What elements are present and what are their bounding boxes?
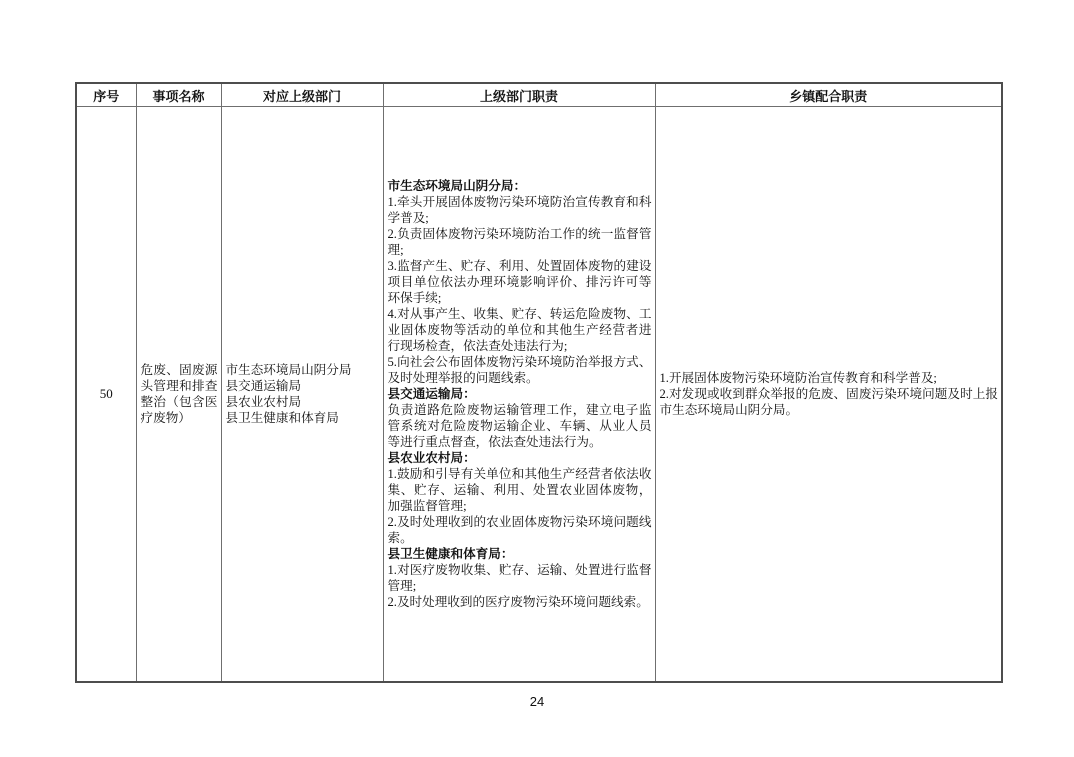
item-name-text: 危废、固废源头管理和排查整治（包含医疗废物） xyxy=(140,362,218,425)
cell-item-name xyxy=(136,107,221,682)
header-township-duties: 乡镇配合职责 xyxy=(655,83,1002,107)
header-superior-department: 对应上级部门 xyxy=(221,83,383,107)
duty-section-heading: 县卫生健康和体育局： xyxy=(387,546,514,561)
township-duty-item: 2.对发现或收到群众举报的危废、固废污染环境问题及时上报市生态环境局山阴分局。 xyxy=(659,386,998,417)
duty-item: 负责道路危险废物运输管理工作，建立电子监管系统对危险废物运输企业、车辆、从业人员等进行重点督查，依法查处违法行为。 xyxy=(387,402,652,449)
duty-item: 5.向社会公布固体废物污染环境防治举报方式、及时处理举报的问题线索。 xyxy=(387,354,652,385)
duty-section-heading: 市生态环境局山阴分局： xyxy=(387,178,527,193)
department-line: 县卫生健康和体育局 xyxy=(225,410,339,425)
cell-superior-departments xyxy=(221,107,383,682)
department-line: 市生态环境局山阴分局 xyxy=(225,362,352,377)
header-item-name: 事项名称 xyxy=(136,83,221,107)
page-number: 24 xyxy=(529,694,545,709)
duty-section-heading: 县农业农村局： xyxy=(387,450,476,465)
duty-item: 4.对从事产生、收集、贮存、转运危险废物、工业固体废物等活动的单位和其他生产经营者进行现场检查，依法查处违法行为; xyxy=(387,306,652,353)
cell-township-duties xyxy=(655,107,1002,682)
cell-serial xyxy=(76,107,136,682)
header-serial: 序号 xyxy=(76,83,136,107)
cell-superior-duties xyxy=(383,107,655,682)
responsibility-table xyxy=(75,82,1003,683)
duty-item: 3.监督产生、贮存、利用、处置固体废物的建设项目单位依法办理环境影响评价、排污许可等环保手续; xyxy=(387,258,652,305)
duty-item: 2.负责固体废物污染环境防治工作的统一监督管理; xyxy=(387,226,652,257)
table-header-row xyxy=(76,83,1002,107)
duty-section-heading: 县交通运输局： xyxy=(387,386,476,401)
department-line: 县交通运输局 xyxy=(225,378,302,393)
duty-item: 1.牵头开展固体废物污染环境防治宣传教育和科学普及; xyxy=(387,194,652,225)
duty-item: 2.及时处理收到的农业固体废物污染环境问题线索。 xyxy=(387,514,652,545)
duty-item: 2.及时处理收到的医疗废物污染环境问题线索。 xyxy=(387,594,649,609)
duty-item: 1.对医疗废物收集、贮存、运输、处置进行监督管理; xyxy=(387,562,652,593)
township-duty-item: 1.开展固体废物污染环境防治宣传教育和科学普及; xyxy=(659,370,937,385)
duty-item: 1.鼓励和引导有关单位和其他生产经营者依法收集、贮存、运输、利用、处置农业固体废物，加强监督管理; xyxy=(387,466,652,513)
department-line: 县农业农村局 xyxy=(225,394,302,409)
serial-number: 50 xyxy=(99,385,113,401)
table-row xyxy=(76,107,1002,682)
header-superior-duties: 上级部门职责 xyxy=(383,83,655,107)
